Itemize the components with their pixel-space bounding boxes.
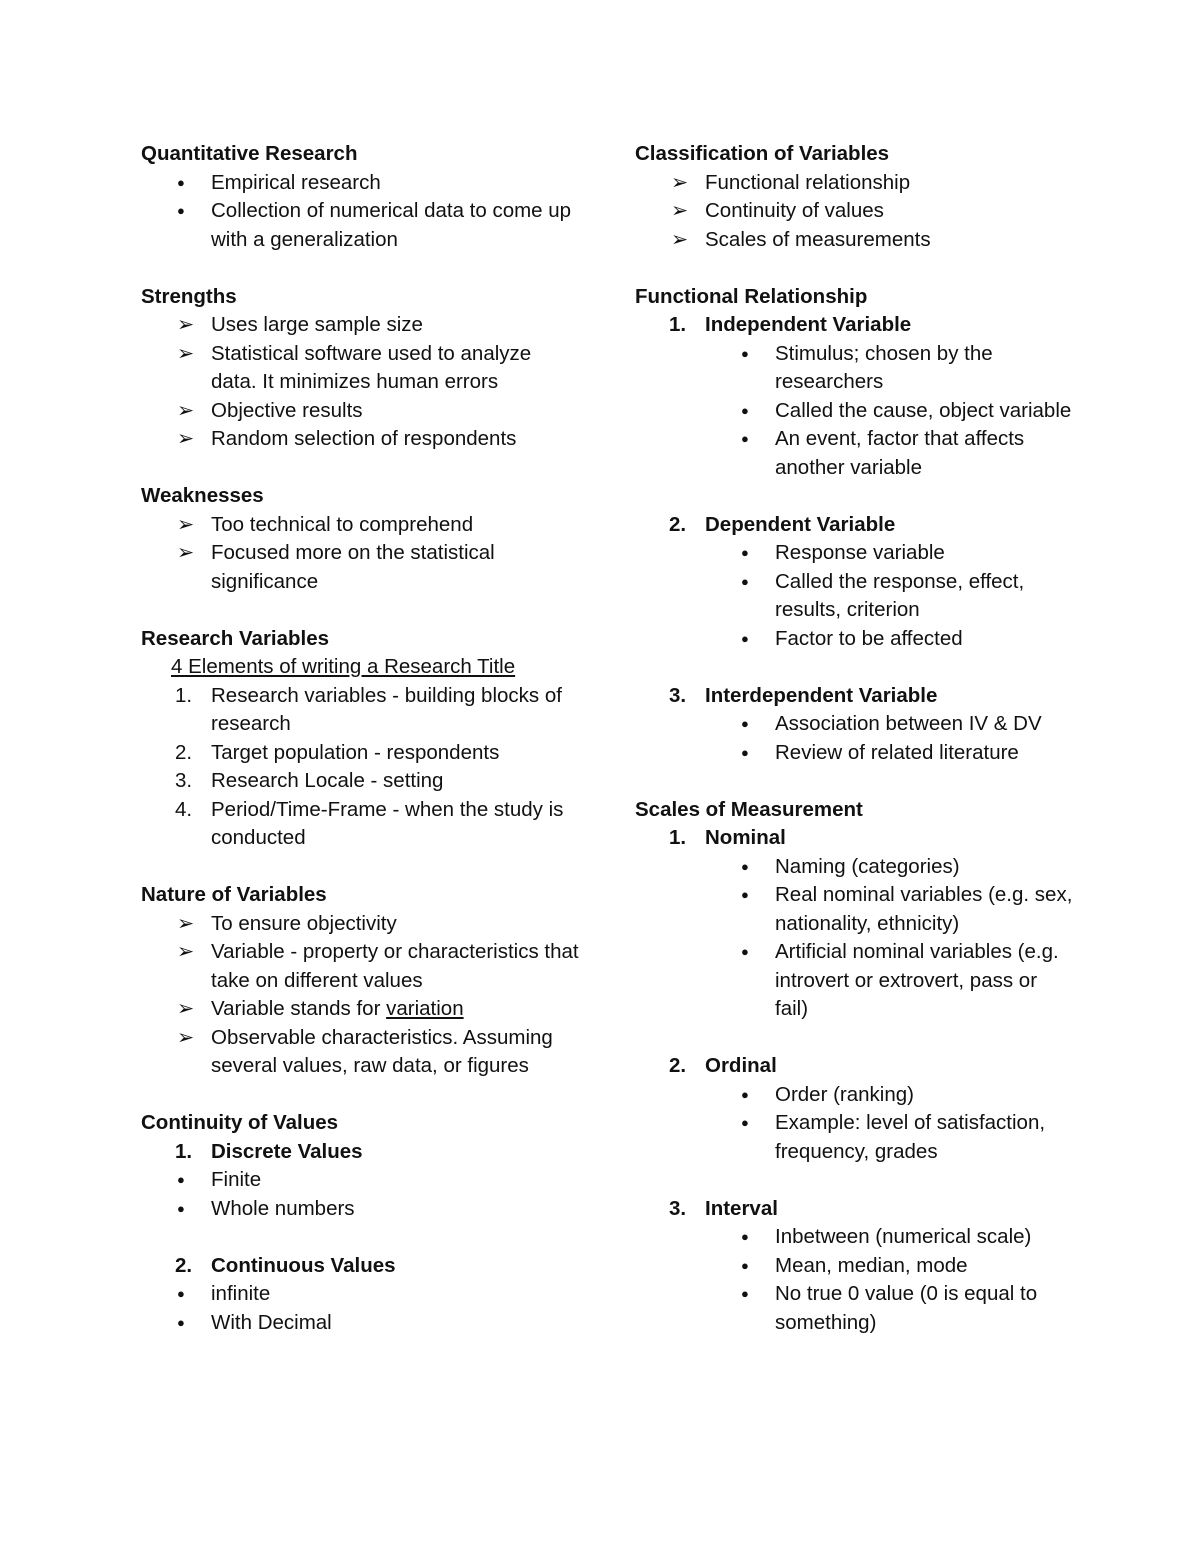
- arrow-bullet-icon: ➢: [671, 227, 689, 251]
- arrow-bullet-icon: ➢: [671, 170, 689, 194]
- list-item: ● Factor to be affected: [635, 625, 1075, 654]
- right-column: [635, 140, 1075, 1366]
- list-item: 2. Target population - respondents: [175, 740, 500, 764]
- section-functional-relationship: [635, 283, 1075, 768]
- list-item: ● Response variable: [635, 539, 1075, 568]
- section-continuity-of-values: [141, 1109, 581, 1337]
- bullet-icon: ●: [741, 345, 749, 361]
- list-item: ● Collection of numerical data to come up with a generalization: [177, 199, 572, 251]
- numbered-heading: 3. Interdependent Variable: [669, 683, 938, 707]
- list-item: ● Naming (categories): [635, 853, 1075, 882]
- heading-quantitative-research: Quantitative Research: [141, 142, 358, 165]
- bullet-icon: ●: [741, 431, 749, 446]
- arrow-bullet-icon: ➢: [177, 997, 195, 1020]
- heading-scales-of-measurement: Scales of Measurement: [635, 797, 863, 821]
- bullet-icon: ●: [177, 174, 185, 190]
- bullet-icon: ●: [177, 1314, 185, 1330]
- list-item: ● Mean, median, mode: [635, 1252, 1075, 1281]
- numbered-heading: 1. Nominal: [669, 826, 786, 849]
- heading-nature-of-variables: Nature of Variables: [141, 883, 327, 906]
- bullet-icon: ●: [741, 573, 749, 589]
- list-item: ● Stimulus; chosen by the researchers: [741, 341, 993, 393]
- underlined-term: variation: [386, 997, 464, 1020]
- list-item: ● Real nominal variables (e.g. sex, nationality, ethnicity): [741, 883, 1073, 935]
- arrow-bullet-icon: ➢: [177, 512, 195, 536]
- section-weaknesses: [141, 482, 581, 596]
- interdependent-list: [635, 710, 1075, 767]
- list-item: ➢ Too technical to comprehend: [141, 511, 581, 540]
- list-item: ● No true 0 value (0 is equal to something): [741, 1282, 1038, 1334]
- bullet-icon: ●: [741, 630, 749, 646]
- list-item: ● Empirical research: [141, 169, 581, 198]
- list-item: ● With Decimal: [141, 1309, 581, 1338]
- arrow-bullet-icon: ➢: [177, 1025, 195, 1049]
- section-quantitative-research: [141, 140, 581, 254]
- section-nature-of-variables: [141, 881, 581, 1081]
- list-item: ● An event, factor that affects another variable: [741, 427, 1025, 479]
- arrow-bullet-icon: ➢: [177, 313, 195, 336]
- list-item: ● Whole numbers: [141, 1195, 581, 1224]
- arrow-bullet-icon: ➢: [177, 541, 195, 564]
- heading-weaknesses: Weaknesses: [141, 484, 264, 507]
- list-item: ➢ Functional relationship: [635, 169, 1075, 198]
- left-column: [141, 140, 581, 1366]
- bullet-icon: ●: [741, 402, 749, 418]
- list-item: ➢ Scales of measurements: [635, 226, 1075, 255]
- arrow-bullet-icon: ➢: [177, 398, 195, 422]
- bullet-icon: ●: [177, 1200, 185, 1216]
- list-item: ● infinite: [141, 1280, 581, 1309]
- bullet-icon: ●: [741, 744, 749, 760]
- discrete-list: [141, 1166, 581, 1223]
- bullet-icon: ●: [177, 203, 185, 218]
- nominal-list: [635, 853, 1075, 1024]
- list-item: ● Review of related literature: [635, 739, 1075, 768]
- subtitle-elements: 4 Elements of writing a Research Title: [171, 655, 516, 678]
- bullet-icon: ●: [741, 944, 749, 959]
- bullet-icon: ●: [741, 1286, 749, 1301]
- heading-strengths: Strengths: [141, 284, 237, 308]
- list-item: ● Association between IV & DV: [635, 710, 1075, 739]
- list-item: 3. Research Locale - setting: [175, 769, 444, 792]
- weaknesses-list: [141, 511, 581, 597]
- bullet-icon: ●: [741, 1086, 749, 1102]
- list-item: ➢ Objective results: [141, 397, 581, 426]
- arrow-bullet-icon: ➢: [177, 427, 195, 450]
- list-item: ➢ Variable stands for variation: [141, 995, 581, 1024]
- section-research-variables: [141, 625, 581, 853]
- bullet-icon: ●: [741, 1229, 749, 1244]
- numbered-heading: 1. Independent Variable: [669, 313, 912, 336]
- elements-list: [141, 682, 581, 853]
- quant-list: [141, 169, 581, 255]
- list-item: 1. Research variables - building blocks of research: [175, 683, 562, 735]
- list-item: ➢ Random selection of respondents: [141, 425, 581, 454]
- list-item: ● Artificial nominal variables (e.g. introvert or extrovert, pass or fail): [741, 940, 1059, 1020]
- bullet-icon: ●: [741, 887, 749, 902]
- numbered-heading: 2. Continuous Values: [175, 1253, 396, 1277]
- bullet-icon: ●: [741, 1115, 749, 1130]
- list-item: ➢ Variable - property or characteristics that take on different values: [177, 940, 579, 992]
- bullet-icon: ●: [177, 1172, 185, 1187]
- section-classification: [635, 140, 1075, 254]
- list-item: ● Inbetween (numerical scale): [635, 1223, 1075, 1252]
- arrow-bullet-icon: ➢: [177, 911, 195, 935]
- numbered-heading: 1. Discrete Values: [175, 1139, 363, 1163]
- dependent-list: [635, 539, 1075, 653]
- arrow-bullet-icon: ➢: [177, 341, 195, 365]
- list-item: ➢ Statistical software used to analyze data. It minimizes human errors: [177, 341, 532, 393]
- nature-list: [141, 910, 581, 1081]
- classification-list: [635, 169, 1075, 255]
- list-item: ● Called the cause, object variable: [635, 397, 1075, 426]
- numbered-heading: 2. Ordinal: [669, 1054, 777, 1077]
- list-item: ➢ Observable characteristics. Assuming several values, raw data, or figures: [177, 1025, 553, 1077]
- arrow-bullet-icon: ➢: [671, 199, 689, 222]
- bullet-icon: ●: [741, 545, 749, 560]
- list-item: ● Example: level of satisfaction, frequency, grades: [741, 1111, 1046, 1163]
- list-item: ➢ Continuity of values: [635, 197, 1075, 226]
- ordinal-list: [635, 1081, 1075, 1167]
- section-scales-of-measurement: [635, 796, 1075, 1338]
- interval-list: [635, 1223, 1075, 1337]
- strengths-list: [141, 311, 581, 454]
- list-item: ● Order (ranking): [635, 1081, 1075, 1110]
- list-item: ➢ Uses large sample size: [141, 311, 581, 340]
- independent-list: [635, 340, 1075, 483]
- bullet-icon: ●: [741, 716, 749, 731]
- heading-research-variables: Research Variables: [141, 626, 330, 650]
- list-item: 4. Period/Time-Frame - when the study is conducted: [175, 797, 564, 849]
- bullet-icon: ●: [741, 1257, 749, 1273]
- numbered-heading: 2. Dependent Variable: [669, 512, 896, 536]
- heading-functional-relationship: Functional Relationship: [635, 284, 868, 308]
- arrow-bullet-icon: ➢: [177, 940, 195, 963]
- list-item: ➢ Focused more on the statistical significance: [177, 541, 495, 593]
- section-strengths: [141, 283, 581, 454]
- heading-continuity-of-values: Continuity of Values: [141, 1111, 339, 1134]
- list-item: ➢ To ensure objectivity: [141, 910, 581, 939]
- list-item: ● Called the response, effect, results, criterion: [741, 569, 1025, 621]
- continuous-list: [141, 1280, 581, 1337]
- list-item: ● Finite: [141, 1166, 581, 1195]
- numbered-heading: 3. Interval: [669, 1196, 778, 1220]
- bullet-icon: ●: [177, 1286, 185, 1301]
- heading-classification: Classification of Variables: [635, 142, 890, 165]
- bullet-icon: ●: [741, 858, 749, 874]
